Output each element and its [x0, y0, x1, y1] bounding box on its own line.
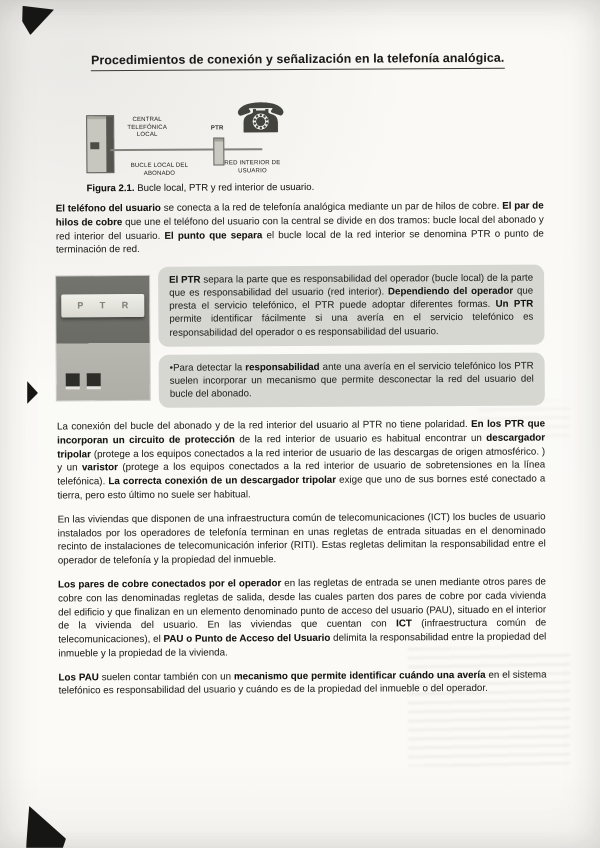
- page-title: Procedimientos de conexión y señalización en la telefonía analógica.: [91, 51, 504, 71]
- interior-network-label: RED INTERIOR DE USUARIO: [224, 160, 281, 174]
- ptr-label: PTR: [210, 125, 224, 132]
- paragraph-intro: El teléfono del usuario se conecta a la red de telefonía analógica mediante un par de hilos de cobre. El par de hilos de cobre que une el teléfono del usuario con la central se divide en dos tramos: bucle local del abonado y red interior del usuario. El punto que separa el bucle local de la red interior se denomina PTR o punto de terminación de red.: [55, 200, 544, 256]
- local-loop-label: BUCLE LOCAL DEL ABONADO: [130, 162, 189, 177]
- paragraph-ict: En las viviendas que disponen de una infraestructura común de telecomunicaciones (ICT) los bucles de usuario instalados por los operadores de telefonía terminan en unas regletas de entrada situadas en el denominado recinto de instalaciones de telecomunicación inferior (RITI). Estas regletas delimitan la responsabilidad entre el operador de telefonía y la propiedad del inmueble.: [57, 511, 546, 567]
- highlight-box-ptr-role: El PTR separa la parte que es responsabilidad del operador (bucle local) de la parte que es responsabilidad del usuario (red interior). Dependiendo del operador que presta el servicio telefónico, el PTR puede adoptar diferentes formas. Un PTR permite identificar fácilmente si una avería en el servicio telefónico es responsabilidad del operador o es responsabilidad del usuario.: [158, 265, 544, 347]
- figure-caption-number: Figura 2.1.: [86, 183, 135, 195]
- central-office-icon: [86, 115, 114, 173]
- terminal-slot-icon: [87, 373, 101, 386]
- telephone-icon: ☎: [234, 95, 287, 142]
- ptr-photo-device-label: P T R: [61, 293, 145, 317]
- ptr-photo: [56, 276, 150, 401]
- paragraph-protection: La conexión del bucle del abonado y de la red interior del usuario al PTR no tiene polaridad. En los PTR que incorporan un circuito de protección de la red interior de usuario es habitual encontrar un descargador tripolar (protege a los equipos conectados a la red interior de usuario de las descargas de origen atmosférico. ) y un varistor (protege a los equipos conectados a la red interior de usuario de sobretensiones en la línea telefónica). La correcta conexión de un descargador tripolar exige que uno de sus bornes esté conectado a tierra, pero esto último no suele ser habitual.: [56, 418, 546, 502]
- paragraph-pau-mechanism: Los PAU suelen contar también con un mecanismo que permite identificar cuándo una avería en el sistema telefónico es responsabilidad del usuario y cuándo es de la propiedad del inmueble o del operador.: [58, 669, 547, 697]
- highlight-box-fault-detection: •Para detectar la responsabilidad ante una avería en el servicio telefónico los PTR suelen incorporar un mecanismo que permite desconectar la red del usuario del bucle del abonado.: [159, 352, 545, 408]
- figure-caption: [87, 182, 315, 194]
- terminal-slot-icon: [66, 374, 80, 387]
- paragraph-pau: Los pares de cobre conectados por el operador en las regletas de entrada se unen mediante otros pares de cobre con las denominadas regletas de salida, desde las cuales parten dos pares de cobre por cada vivienda del edificio y que finalizan en un elemento denominado punto de acceso del usuario (PAU), situado en el interior de la vivienda del usuario. En las viviendas que cuentan con ICT (infraestructura común de telecomunicaciones), el PAU o Punto de Acceso del Usuario delimita la responsabilidad entre la propiedad del inmueble y la propiedad de la vivienda.: [57, 576, 547, 660]
- subscriber-line-wire: [110, 148, 262, 151]
- highlight-section: [56, 265, 545, 409]
- title-row: [0, 48, 598, 71]
- figure-caption-text: Bucle local, PTR y red interior de usuario.: [134, 181, 315, 195]
- highlight-boxes: [158, 265, 545, 408]
- central-office-label: CENTRAL TELEFÓNICA LOCAL: [127, 116, 168, 138]
- text-column: [56, 200, 547, 709]
- figure-diagram: [0, 95, 599, 194]
